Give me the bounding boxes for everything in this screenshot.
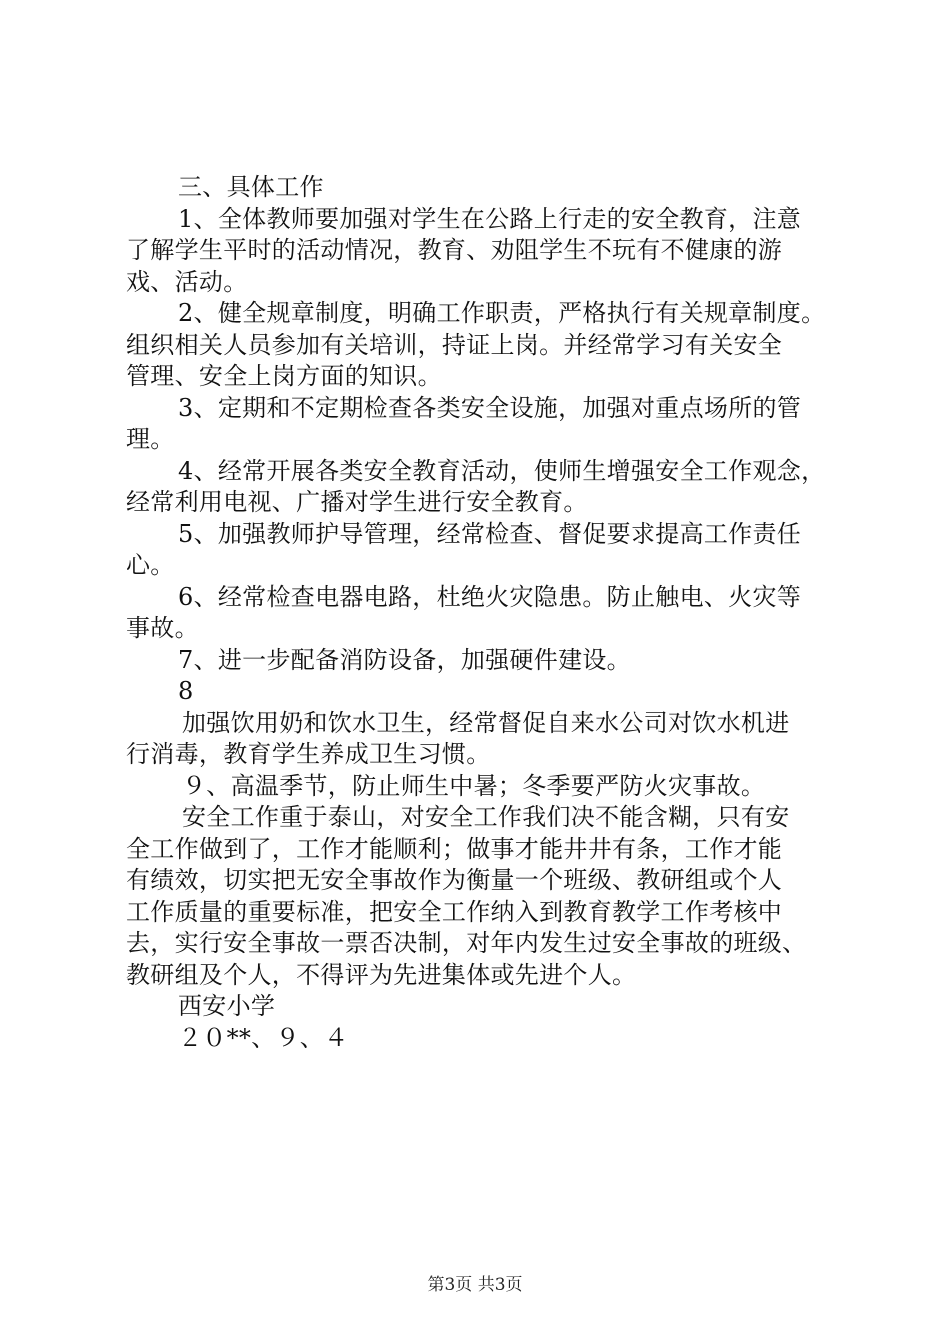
page-footer: 第3页 共3页 <box>427 1275 523 1295</box>
text-line: 工作质量的重要标准，把安全工作纳入到教育教学工作考核中 <box>126 897 783 926</box>
text-line: 6、经常检查电器电路，杜绝火灾隐患。防止触电、火灾等 <box>178 582 802 611</box>
document-body <box>126 172 850 1054</box>
text-line: 去，实行安全事故一票否决制，对年内发生过安全事故的班级、 <box>126 929 807 957</box>
text-line: 事故。 <box>126 614 199 642</box>
text-line: 3、定期和不定期检查各类安全设施，加强对重点场所的管 <box>178 393 802 422</box>
text-line: 西安小学 <box>178 992 276 1020</box>
text-line: 5、加强教师护导管理，经常检查、督促要求提高工作责任 <box>178 519 802 548</box>
text-line: 了解学生平时的活动情况，教育、劝阻学生不玩有不健康的游 <box>126 236 783 264</box>
text-line: 全工作做到了，工作才能顺利；做事才能井井有条，工作才能 <box>126 834 783 863</box>
text-line: 三、具体工作 <box>178 173 324 201</box>
text-line: 有绩效，切实把无安全事故作为衡量一个班级、教研组或个人 <box>126 866 783 894</box>
text-line: 8 <box>178 677 194 705</box>
text-line: 7、进一步配备消防设备，加强硬件建设。 <box>178 645 631 674</box>
text-line: 加强饮用奶和饮水卫生，经常督促自来水公司对饮水机进 <box>182 708 790 737</box>
text-line: 2、健全规章制度，明确工作职责，严格执行有关规章制度。 <box>178 299 826 327</box>
text-line: 行消毒，教育学生养成卫生习惯。 <box>126 740 491 768</box>
text-line: 教研组及个人，不得评为先进集体或先进个人。 <box>126 960 637 989</box>
text-line: ２０**、９、４ <box>178 1023 349 1052</box>
text-line: 戏、活动。 <box>126 267 248 296</box>
text-line: 4、经常开展各类安全教育活动，使师生增强安全工作观念， <box>178 456 826 485</box>
text-line: 组织相关人员参加有关培训，持证上岗。并经常学习有关安全 <box>126 330 783 359</box>
text-line: 安全工作重于泰山，对安全工作我们决不能含糊，只有安 <box>182 803 790 831</box>
text-line: 经常利用电视、广播对学生进行安全教育。 <box>126 488 588 516</box>
text-line: ９、高温季节，防止师生中暑；冬季要严防火灾事故。 <box>182 771 766 800</box>
text-line: 理。 <box>126 425 175 453</box>
text-line: 心。 <box>126 551 175 579</box>
text-line: 1、全体教师要加强对学生在公路上行走的安全教育，注意 <box>178 204 802 233</box>
text-line: 管理、安全上岗方面的知识。 <box>126 362 442 390</box>
